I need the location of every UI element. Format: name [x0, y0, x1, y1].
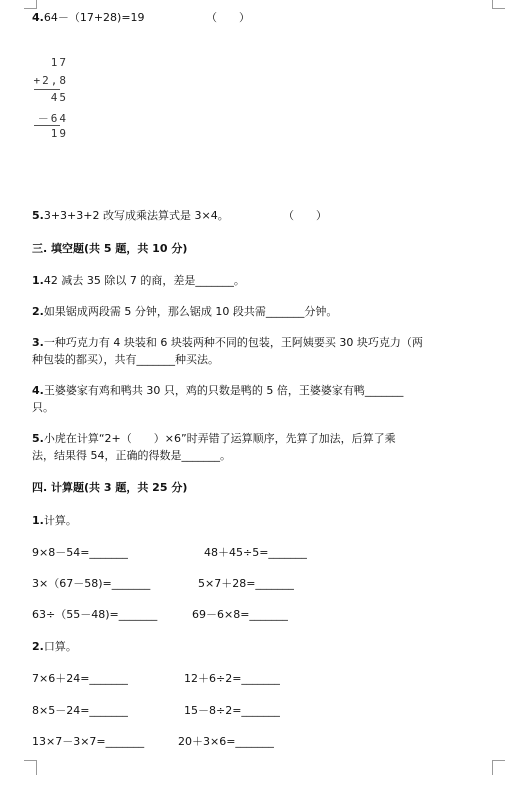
calc-part-2 — [32, 638, 77, 654]
calc-row: －64 — [37, 112, 68, 125]
question-5 — [32, 207, 229, 223]
item-number: 3. — [32, 336, 44, 349]
item-number: 4. — [32, 384, 44, 397]
calc-item: 48＋45÷5=_______ — [204, 546, 307, 559]
calc-part-1 — [32, 512, 77, 528]
calc-row: 19 — [50, 127, 68, 140]
mental-calc-item: 13×7－3×7=_______ — [32, 735, 145, 748]
item-text-continued: 法，结果得 54，正确的得数是_______。 — [32, 449, 231, 462]
section-title: 四. 计算题(共 3 题，共 25 分) — [32, 481, 188, 494]
part-label: 口算。 — [43, 640, 77, 653]
calc-item: 63÷（55－48)=_______ — [32, 608, 158, 621]
part-label: 计算。 — [43, 514, 77, 527]
item-text: 如果锯成两段需 5 分钟，那么锯成 10 段共需_______分钟。 — [43, 305, 338, 318]
answer-paren: （ ） — [206, 11, 250, 24]
mental-calc-item: 15－8÷2=_______ — [184, 704, 280, 717]
item-number: 5. — [32, 432, 44, 445]
section-title: 三. 填空题(共 5 题，共 10 分) — [32, 242, 188, 255]
crop-mark-bottom-left — [24, 760, 37, 775]
calc-row: +2,8 — [33, 74, 68, 87]
question-text: 64－（17+28)=19 — [43, 11, 145, 24]
crop-mark-bottom-right — [492, 760, 505, 775]
item-text: 42 减去 35 除以 7 的商，差是_______。 — [43, 274, 245, 287]
calc-line — [34, 125, 60, 126]
part-number: 1. — [32, 514, 44, 527]
item-text: 一种巧克力有 4 块装和 6 块装两种不同的包装，王阿姨要买 30 块巧克力（两 — [43, 336, 423, 349]
item-number: 2. — [32, 305, 44, 318]
mental-calc-item: 20＋3×6=_______ — [178, 735, 274, 748]
fill-item-4 — [32, 382, 480, 416]
calc-row: 45 — [50, 91, 68, 104]
item-text: 小虎在计算“2+（ ）×6”时弄错了运算顺序，先算了加法，后算了乘 — [43, 432, 396, 445]
fill-item-3 — [32, 334, 480, 368]
part-number: 2. — [32, 640, 44, 653]
mental-calc-item: 7×6＋24=_______ — [32, 672, 128, 685]
fill-item-5 — [32, 430, 480, 464]
calc-item: 69－6×8=_______ — [192, 608, 288, 621]
crop-mark-top-left — [24, 0, 37, 9]
calc-line — [34, 89, 60, 90]
mental-calc-item: 8×5－24=_______ — [32, 704, 128, 717]
item-text-continued: 种包装的都买），共有_______种买法。 — [32, 353, 219, 366]
question-4 — [32, 9, 145, 25]
question-number: 4. — [32, 11, 44, 24]
mental-calc-item: 12＋6÷2=_______ — [184, 672, 280, 685]
answer-paren: （ ） — [283, 209, 327, 222]
fill-item-1 — [32, 272, 245, 288]
crop-mark-top-right — [492, 0, 505, 9]
item-text: 王婆婆家有鸡和鸭共 30 只，鸡的只数是鸭的 5 倍，王婆婆家有鸭_______ — [43, 384, 404, 397]
item-text-continued: 只。 — [32, 401, 54, 414]
calc-item: 3×（67－58)=_______ — [32, 577, 151, 590]
calc-row: 17 — [50, 56, 68, 69]
question-text: 3+3+3+2 改写成乘法算式是 3×4。 — [43, 209, 229, 222]
question-number: 5. — [32, 209, 44, 222]
calc-item: 9×8－54=_______ — [32, 546, 128, 559]
fill-item-2 — [32, 303, 337, 319]
calc-item: 5×7＋28=_______ — [198, 577, 294, 590]
item-number: 1. — [32, 274, 44, 287]
